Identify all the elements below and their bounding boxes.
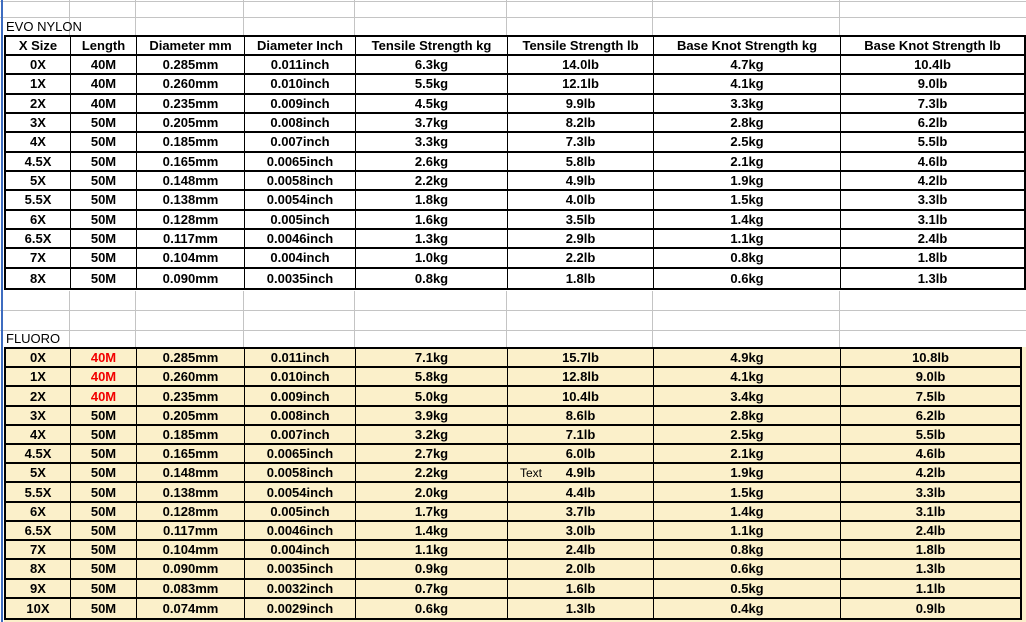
- table-cell[interactable]: 40M: [71, 387, 137, 406]
- table-cell[interactable]: 0.0058inch: [245, 172, 356, 191]
- table-cell[interactable]: 4X: [6, 133, 71, 152]
- table-cell[interactable]: 6X: [6, 503, 71, 522]
- table-cell[interactable]: 5X: [6, 464, 71, 483]
- gridline: [135, 0, 136, 35]
- table-cell[interactable]: 4.2lb: [841, 464, 1020, 483]
- table-cell[interactable]: 4.6lb: [841, 445, 1020, 464]
- table-cell[interactable]: 4.7kg: [654, 56, 841, 75]
- table-cell[interactable]: 6.3kg: [356, 56, 508, 75]
- gridline: [0, 310, 1026, 311]
- table-cell[interactable]: 0X: [6, 349, 71, 368]
- fluoro-table: [4, 347, 1022, 620]
- table-cell[interactable]: 0.128mm: [137, 211, 245, 230]
- table-cell[interactable]: 4.5X: [6, 153, 71, 172]
- table-cell[interactable]: 7.3lb: [841, 95, 1024, 114]
- table-cell[interactable]: 0.005inch: [245, 503, 356, 522]
- table-cell[interactable]: 0.090mm: [137, 560, 245, 579]
- table-cell[interactable]: 4.1kg: [654, 75, 841, 94]
- table-cell[interactable]: 0.185mm: [137, 426, 245, 445]
- table-cell[interactable]: 3.7lb: [508, 503, 654, 522]
- table-cell[interactable]: 0.185mm: [137, 133, 245, 152]
- column-header[interactable]: Tensile Strength kg: [356, 37, 508, 56]
- table-cell[interactable]: 3X: [6, 114, 71, 133]
- table-cell[interactable]: 0.008inch: [245, 114, 356, 133]
- table-cell[interactable]: 3.1lb: [841, 503, 1020, 522]
- table-cell[interactable]: 0.007inch: [245, 426, 356, 445]
- table-cell[interactable]: 50M: [71, 269, 137, 288]
- table-cell[interactable]: 2.0kg: [356, 483, 508, 502]
- table-cell[interactable]: 9.0lb: [841, 368, 1020, 387]
- table-cell[interactable]: 4X: [6, 426, 71, 445]
- table-cell[interactable]: 0.9lb: [915, 600, 946, 616]
- table-cell[interactable]: 1.5kg: [654, 483, 841, 502]
- table-cell[interactable]: 3.4kg: [654, 387, 841, 406]
- table-cell[interactable]: 1.1kg: [356, 541, 508, 560]
- table-cell[interactable]: 2.2kg: [356, 464, 508, 483]
- table-cell[interactable]: 6.0lb: [508, 445, 654, 464]
- evo-nylon-title-cell[interactable]: EVO NYLON: [6, 18, 82, 34]
- table-cell[interactable]: 0.4kg: [654, 599, 841, 618]
- table-cell[interactable]: 6.2lb: [841, 407, 1020, 426]
- table-cell[interactable]: 4.9lb: [508, 172, 654, 191]
- table-cell[interactable]: 1.3lb: [917, 270, 948, 286]
- table-cell[interactable]: 0.165mm: [137, 153, 245, 172]
- table-cell[interactable]: 0.009inch: [245, 387, 356, 406]
- table-cell[interactable]: 3.3kg: [654, 95, 841, 114]
- column-header[interactable]: Diameter Inch: [245, 37, 356, 56]
- table-cell[interactable]: 2.7kg: [356, 445, 508, 464]
- table-cell[interactable]: 0.0035inch: [245, 560, 356, 579]
- table-cell[interactable]: 2.6kg: [356, 153, 508, 172]
- table-cell[interactable]: 5.0kg: [356, 387, 508, 406]
- table-cell[interactable]: 9.9lb: [508, 95, 654, 114]
- table-cell[interactable]: 0.6kg: [356, 599, 508, 618]
- table-cell[interactable]: 5.8lb: [508, 153, 654, 172]
- table-cell[interactable]: 1.7kg: [356, 503, 508, 522]
- table-cell[interactable]: 8.2lb: [508, 114, 654, 133]
- table-cell[interactable]: 0.010inch: [245, 368, 356, 387]
- table-cell[interactable]: 1.8lb: [508, 269, 654, 288]
- table-cell[interactable]: 0.011inch: [245, 349, 356, 368]
- table-cell[interactable]: 0.128mm: [137, 503, 245, 522]
- table-cell[interactable]: 1X: [6, 75, 71, 94]
- fluoro-fill-overflow-right: [1022, 347, 1026, 622]
- table-cell[interactable]: 50M: [71, 133, 137, 152]
- table-cell[interactable]: 0.009inch: [245, 95, 356, 114]
- table-cell[interactable]: 50M: [71, 249, 137, 268]
- table-cell[interactable]: 2.4lb: [841, 522, 1020, 541]
- table-cell[interactable]: 0.9kg: [356, 560, 508, 579]
- table-cell[interactable]: 0.0065inch: [245, 153, 356, 172]
- window-left-edge-line: [1, 0, 3, 622]
- table-cell[interactable]: 14.0lb: [508, 56, 654, 75]
- table-cell[interactable]: 50M: [71, 560, 137, 579]
- gridline: [0, 330, 1026, 331]
- table-cell[interactable]: 4.5kg: [356, 95, 508, 114]
- table-cell[interactable]: 0.205mm: [137, 114, 245, 133]
- gridline: [839, 0, 840, 35]
- table-cell[interactable]: 0.285mm: [137, 56, 245, 75]
- column-header[interactable]: Length: [71, 37, 137, 56]
- table-cell[interactable]: 4.9lb Text: [508, 464, 654, 483]
- table-cell[interactable]: 7.3lb: [508, 133, 654, 152]
- table-cell[interactable]: 2.1kg: [654, 153, 841, 172]
- table-cell[interactable]: 7.1lb: [508, 426, 654, 445]
- table-cell[interactable]: 0.8kg: [654, 541, 841, 560]
- table-cell[interactable]: 0.165mm: [137, 445, 245, 464]
- table-cell[interactable]: 9.0lb: [841, 75, 1024, 94]
- table-cell[interactable]: 10.4lb: [508, 387, 654, 406]
- table-cell[interactable]: 0.6kg: [654, 269, 841, 288]
- table-cell[interactable]: 0.117mm: [137, 230, 245, 249]
- table-cell[interactable]: 3.3lb: [841, 191, 1024, 210]
- table-cell[interactable]: 0.004inch: [245, 541, 356, 560]
- table-cell[interactable]: 0.235mm: [137, 387, 245, 406]
- table-cell[interactable]: 3.3lb: [841, 483, 1020, 502]
- table-cell[interactable]: 0.5kg: [654, 580, 841, 599]
- table-cell[interactable]: 2.2kg: [356, 172, 508, 191]
- table-cell[interactable]: 1.9kg: [654, 464, 841, 483]
- table-cell[interactable]: 0.074mm: [137, 599, 245, 618]
- table-cell[interactable]: 8X: [6, 269, 71, 288]
- table-cell[interactable]: 1.5kg: [654, 191, 841, 210]
- gridline: [243, 291, 244, 347]
- table-cell[interactable]: 6X: [6, 211, 71, 230]
- table-cell[interactable]: 4.4lb: [508, 483, 654, 502]
- table-cell[interactable]: 8.6lb: [508, 407, 654, 426]
- table-cell[interactable]: 50M: [71, 407, 137, 426]
- gridline: [243, 0, 244, 35]
- gridline: [506, 291, 507, 347]
- table-cell[interactable]: 1.3lb: [508, 599, 654, 618]
- table-cell[interactable]: 0.0046inch: [245, 230, 356, 249]
- table-cell[interactable]: 3.0lb: [508, 522, 654, 541]
- table-cell[interactable]: 2.8kg: [654, 407, 841, 426]
- table-cell[interactable]: 0.0032inch: [245, 580, 356, 599]
- table-cell[interactable]: 1.8lb: [841, 541, 1020, 560]
- gridline: [354, 0, 355, 35]
- table-cell[interactable]: 40M: [71, 368, 137, 387]
- table-cell[interactable]: 3.2kg: [356, 426, 508, 445]
- table-cell[interactable]: 0.7kg: [356, 580, 508, 599]
- table-cell[interactable]: 2.4lb: [508, 541, 654, 560]
- table-cell[interactable]: 2.8kg: [654, 114, 841, 133]
- table-cell[interactable]: 1.3kg: [356, 230, 508, 249]
- table-cell[interactable]: 0.6kg: [654, 560, 841, 579]
- gridline: [69, 291, 70, 347]
- table-cell[interactable]: 0.148mm: [137, 172, 245, 191]
- text-note[interactable]: Text: [520, 465, 543, 480]
- table-cell[interactable]: 4.0lb: [508, 191, 654, 210]
- table-cell[interactable]: 50M: [71, 211, 137, 230]
- table-cell[interactable]: 8X: [6, 560, 71, 579]
- table-cell[interactable]: 2.0lb: [508, 560, 654, 579]
- table-cell[interactable]: 12.8lb: [508, 368, 654, 387]
- table-cell[interactable]: 50M: [71, 580, 137, 599]
- table-cell[interactable]: 0.008inch: [245, 407, 356, 426]
- table-cell[interactable]: 1.4kg: [654, 211, 841, 230]
- table-cell[interactable]: 1.4kg: [654, 503, 841, 522]
- column-header[interactable]: Tensile Strength lb: [508, 37, 654, 56]
- gridline: [135, 291, 136, 347]
- table-cell[interactable]: 0.138mm: [137, 483, 245, 502]
- column-header[interactable]: Base Knot Strength kg: [654, 37, 841, 56]
- table-cell[interactable]: 1.9kg: [654, 172, 841, 191]
- table-cell[interactable]: 3.1lb: [841, 211, 1024, 230]
- table-cell[interactable]: 0.148mm: [137, 464, 245, 483]
- table-cell[interactable]: 0.8kg: [356, 269, 508, 288]
- table-cell[interactable]: 5.5kg: [356, 75, 508, 94]
- table-cell[interactable]: 3.9kg: [356, 407, 508, 426]
- table-cell[interactable]: 0.083mm: [137, 580, 245, 599]
- gridline: [354, 291, 355, 347]
- table-cell[interactable]: 0.0054inch: [245, 483, 356, 502]
- table-cell[interactable]: 2.5kg: [654, 426, 841, 445]
- gridline: [0, 17, 1026, 18]
- table-cell[interactable]: 40M: [71, 75, 137, 94]
- table-cell[interactable]: 3.3kg: [356, 133, 508, 152]
- table-cell[interactable]: 2.5kg: [654, 133, 841, 152]
- table-cell[interactable]: 0.010inch: [245, 75, 356, 94]
- gridline: [652, 0, 653, 35]
- table-cell[interactable]: 7X: [6, 541, 71, 560]
- table-cell[interactable]: 1X: [6, 368, 71, 387]
- table-cell[interactable]: 0.005inch: [245, 211, 356, 230]
- table-cell[interactable]: 3.7kg: [356, 114, 508, 133]
- table-cell[interactable]: 6.5X: [6, 522, 71, 541]
- table-cell[interactable]: 0.0054inch: [245, 191, 356, 210]
- evo-nylon-table: [4, 35, 1026, 290]
- table-cell[interactable]: 0.007inch: [245, 133, 356, 152]
- table-cell[interactable]: 4.1kg: [654, 368, 841, 387]
- table-cell[interactable]: 5.8kg: [356, 368, 508, 387]
- table-cell[interactable]: 15.7lb: [508, 349, 654, 368]
- table-cell[interactable]: 0.0065inch: [245, 445, 356, 464]
- table-cell[interactable]: 5.5X: [6, 483, 71, 502]
- table-cell[interactable]: 0.011inch: [245, 56, 356, 75]
- table-cell[interactable]: 2.1kg: [654, 445, 841, 464]
- fluoro-title-cell[interactable]: FLUORO: [6, 331, 61, 346]
- table-cell[interactable]: 50M: [71, 503, 137, 522]
- table-cell[interactable]: 3.5lb: [508, 211, 654, 230]
- table-cell[interactable]: 1.6lb: [508, 580, 654, 599]
- table-cell[interactable]: 0.138mm: [137, 191, 245, 210]
- table-cell[interactable]: 40M: [71, 56, 137, 75]
- gridline: [652, 291, 653, 347]
- gridline: [0, 1, 1026, 2]
- table-cell[interactable]: 50M: [71, 114, 137, 133]
- table-cell[interactable]: 50M: [71, 464, 137, 483]
- table-cell[interactable]: 40M: [71, 95, 137, 114]
- table-cell[interactable]: 4.5X: [6, 445, 71, 464]
- table-cell[interactable]: 0.0035inch: [245, 269, 356, 288]
- table-cell[interactable]: 5.5lb: [841, 426, 1020, 445]
- table-cell[interactable]: 1.6kg: [356, 211, 508, 230]
- table-cell[interactable]: 2.4lb: [841, 230, 1024, 249]
- table-cell[interactable]: 1.8lb: [841, 249, 1024, 268]
- table-cell[interactable]: 40M: [71, 349, 137, 368]
- table-cell[interactable]: 50M: [71, 541, 137, 560]
- table-cell[interactable]: 4.6lb: [841, 153, 1024, 172]
- table-cell[interactable]: 3X: [6, 407, 71, 426]
- table-cell[interactable]: 2.2lb: [508, 249, 654, 268]
- table-cell[interactable]: 0.117mm: [137, 522, 245, 541]
- table-cell[interactable]: 1.3lb: [841, 560, 1020, 579]
- table-cell[interactable]: 10.4lb: [841, 56, 1024, 75]
- table-cell[interactable]: 9X: [6, 580, 71, 599]
- table-cell[interactable]: 10X: [6, 599, 71, 618]
- table-cell[interactable]: 0.285mm: [137, 349, 245, 368]
- table-cell[interactable]: 1.1lb: [841, 580, 1020, 599]
- table-cell[interactable]: 50M: [71, 599, 137, 618]
- table-cell[interactable]: 0.0029inch: [245, 599, 356, 618]
- table-cell[interactable]: 5.5lb: [841, 133, 1024, 152]
- table-cell[interactable]: 6.2lb: [841, 114, 1024, 133]
- table-cell[interactable]: 12.1lb: [508, 75, 654, 94]
- table-cell[interactable]: 50M: [71, 172, 137, 191]
- table-cell[interactable]: 0X: [6, 56, 71, 75]
- gridline: [506, 0, 507, 35]
- table-cell[interactable]: 0.205mm: [137, 407, 245, 426]
- table-cell[interactable]: 1.1kg: [654, 230, 841, 249]
- table-cell[interactable]: 7.5lb: [841, 387, 1020, 406]
- table-cell[interactable]: 1.4kg: [356, 522, 508, 541]
- table-cell[interactable]: 0.8kg: [654, 249, 841, 268]
- table-cell[interactable]: 7X: [6, 249, 71, 268]
- table-cell[interactable]: 2.9lb: [508, 230, 654, 249]
- table-cell[interactable]: 1.0kg: [356, 249, 508, 268]
- table-cell[interactable]: 0.260mm: [137, 75, 245, 94]
- table-cell[interactable]: 4.9kg: [654, 349, 841, 368]
- table-cell[interactable]: 2X: [6, 95, 71, 114]
- table-cell[interactable]: 7.1kg: [356, 349, 508, 368]
- table-cell[interactable]: 1.1kg: [654, 522, 841, 541]
- table-cell[interactable]: 50M: [71, 153, 137, 172]
- table-cell[interactable]: 50M: [71, 230, 137, 249]
- table-cell[interactable]: 2X: [6, 387, 71, 406]
- table-cell[interactable]: 1.8kg: [356, 191, 508, 210]
- table-cell[interactable]: 5X: [6, 172, 71, 191]
- table-cell[interactable]: 4.2lb: [841, 172, 1024, 191]
- table-cell[interactable]: 0.260mm: [137, 368, 245, 387]
- table-cell[interactable]: 50M: [71, 445, 137, 464]
- column-header[interactable]: X Size: [6, 37, 71, 56]
- table-cell[interactable]: 0.090mm: [137, 269, 245, 288]
- table-cell[interactable]: 0.0046inch: [245, 522, 356, 541]
- table-cell[interactable]: 50M: [71, 522, 137, 541]
- table-cell[interactable]: 50M: [71, 483, 137, 502]
- gridline: [839, 291, 840, 347]
- table-cell[interactable]: 5.5X: [6, 191, 71, 210]
- table-cell[interactable]: 0.104mm: [137, 541, 245, 560]
- column-header[interactable]: Base Knot Strength lb: [841, 37, 1024, 56]
- table-cell[interactable]: 0.104mm: [137, 249, 245, 268]
- table-cell[interactable]: 0.0058inch: [245, 464, 356, 483]
- column-header[interactable]: Diameter mm: [137, 37, 245, 56]
- table-cell[interactable]: 6.5X: [6, 230, 71, 249]
- table-cell[interactable]: 10.8lb: [841, 349, 1020, 368]
- table-cell[interactable]: 0.235mm: [137, 95, 245, 114]
- table-cell[interactable]: 50M: [71, 426, 137, 445]
- table-cell[interactable]: 0.004inch: [245, 249, 356, 268]
- table-cell[interactable]: 50M: [71, 191, 137, 210]
